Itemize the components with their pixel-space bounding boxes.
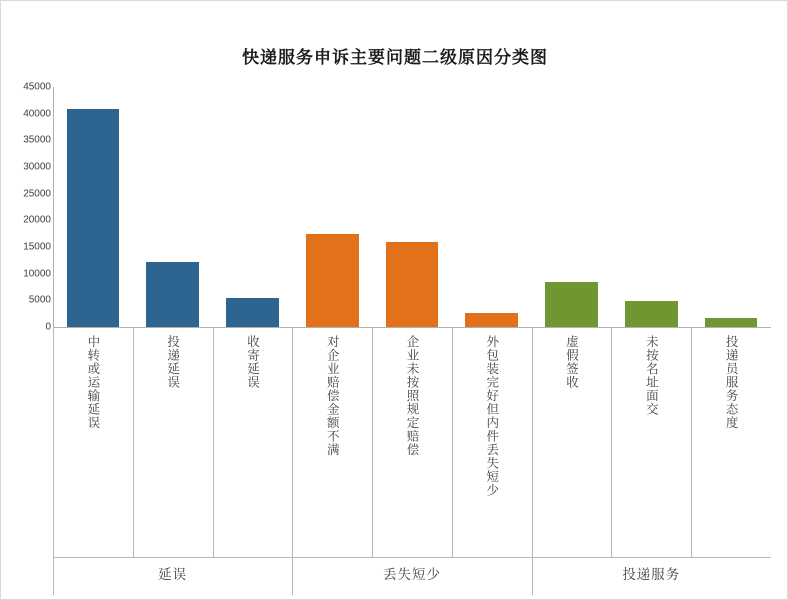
category-label: 外包装完好但内件丢失短少 [484,335,499,497]
group-label: 丢失短少 [382,567,441,582]
category-separator [133,328,134,557]
category-label: 虚假签收 [564,335,579,389]
bar[interactable] [705,318,758,327]
y-axis-tick-label: 20000 [23,214,51,226]
y-axis-tick-label: 40000 [23,108,51,120]
category-label: 投递员服务态度 [724,335,739,430]
y-axis-tick-label: 45000 [23,81,51,93]
bar-slot [292,87,372,327]
y-axis-tick-label: 25000 [23,188,51,200]
bar[interactable] [545,282,598,327]
bar[interactable] [386,242,439,327]
bar-slot [611,87,691,327]
category-label: 收寄延误 [245,335,260,389]
bar-slot [452,87,532,327]
x-axis-line [53,327,771,328]
bar[interactable] [226,298,279,327]
bar[interactable] [306,234,359,327]
group-separator [292,557,293,595]
x-axis-category-labels [53,331,771,555]
bar-slot [372,87,452,327]
bar-slot [53,87,133,327]
bar[interactable] [465,313,518,327]
group-axis-line [53,557,771,558]
y-axis [9,79,51,333]
category-label: 中转或运输延误 [85,335,100,430]
bar-slot [213,87,293,327]
category-separator [532,328,533,557]
category-separator [452,328,453,557]
category-label: 对企业赔偿金额不满 [325,335,340,457]
chart-title: 快递服务申诉主要问题二级原因分类图 [242,48,548,67]
bar-slot [691,87,771,327]
category-separator [292,328,293,557]
group-separator [532,557,533,595]
group-label: 投递服务 [622,567,681,582]
category-label: 未按名址面交 [644,335,659,416]
category-separator [372,328,373,557]
y-axis-tick-label: 0 [45,321,51,333]
y-axis-tick-label: 30000 [23,161,51,173]
bar-slot [133,87,213,327]
category-separator [213,328,214,557]
bar-slot [532,87,612,327]
category-separator [611,328,612,557]
category-label: 投递延误 [165,335,180,389]
plot-area [53,87,771,327]
bar[interactable] [146,262,199,327]
y-axis-tick-label: 10000 [23,268,51,280]
group-label: 延误 [158,567,188,582]
category-separator [691,328,692,557]
y-axis-tick-label: 15000 [23,241,51,253]
y-axis-tick-label: 35000 [23,134,51,146]
bar[interactable] [67,109,120,327]
category-label: 企业未按照规定赔偿 [405,335,419,457]
bar[interactable] [625,301,678,327]
y-axis-tick-label: 5000 [28,294,51,306]
